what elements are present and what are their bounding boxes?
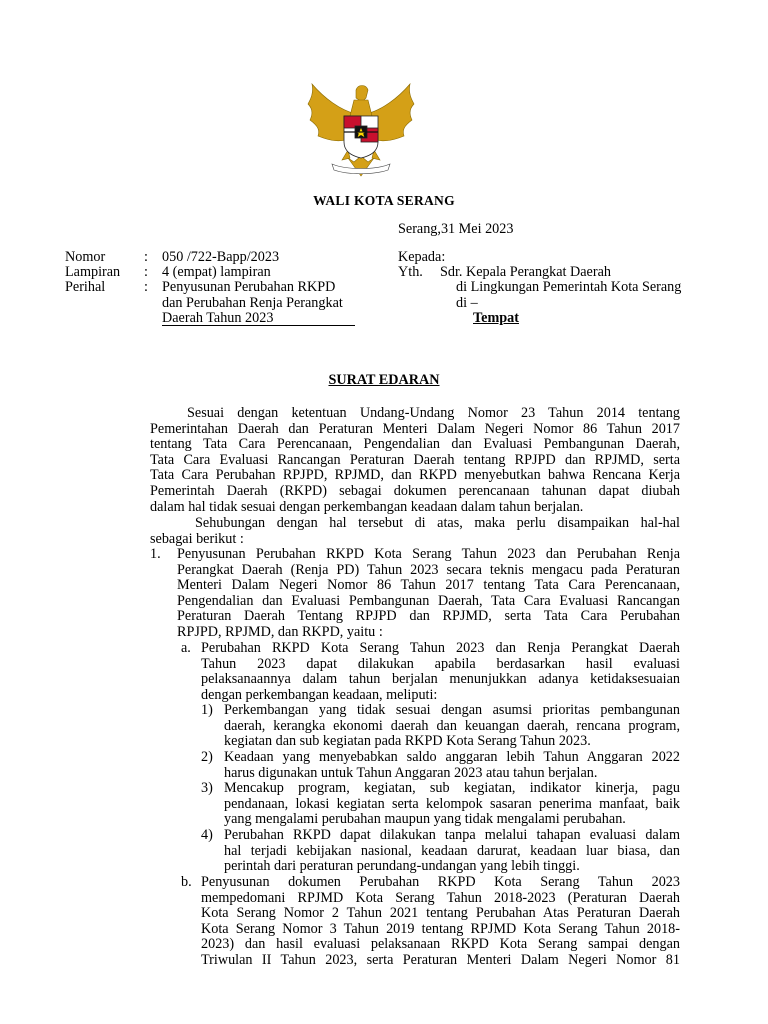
garuda-emblem-icon	[300, 80, 422, 182]
text-line: Pengendalian dan Evaluasi Pembangunan Daerah, Tata Cara Evaluasi Rancangan	[177, 592, 680, 609]
paragraph-2	[150, 516, 680, 547]
text-line: perintah dari peraturan perundang-undangan yang lebih tinggi.	[224, 858, 580, 875]
text-line: Menteri Dalam Negeri Nomor 86 Tahun 2017 tentang Tata Cara Perencanaan,	[177, 577, 680, 594]
text-line: pendanaan, lokasi kegiatan serta kelompok sasaran penerima manfaat, baik	[224, 795, 680, 812]
lampiran-value: 4 (empat) lampiran	[162, 264, 271, 280]
text-line: 2023) dan hasil evaluasi pelaksanaan RKPD Kota Serang sampai dengan	[201, 936, 680, 953]
perihal-line: dan Perubahan Renja Perangkat	[162, 295, 343, 311]
text-line: tentang Tata Cara Perencanaan, Pengendalian dan Evaluasi Pembangunan Daerah,	[150, 436, 680, 453]
sub-item-1	[224, 703, 680, 750]
text-line: Penyusunan dokumen Perubahan RKPD Kota Serang Tahun 2023	[201, 874, 680, 890]
perihal-underline	[162, 325, 355, 326]
text-line: Sesuai dengan ketentuan Undang-Undang Nomor 23 Tahun 2014 tentang	[187, 405, 680, 421]
perihal-label: Perihal	[65, 279, 106, 295]
sub-item-3	[224, 781, 680, 828]
place-date: Serang,31 Mei 2023	[398, 221, 514, 237]
lampiran-label: Lampiran	[65, 264, 121, 280]
text-line: sebagai berikut :	[150, 530, 244, 547]
recipient-line: Sdr. Kepala Perangkat Daerah	[440, 264, 611, 280]
nomor-label: Nomor	[65, 249, 106, 265]
recipient-line: di Lingkungan Pemerintah Kota Serang	[456, 279, 682, 295]
text-line: hal terjadi kebijakan nasional, keadaan darurat, keadaan luar biasa, dan	[224, 842, 680, 859]
list-number: 1.	[150, 546, 161, 562]
sub-number: 1)	[201, 702, 213, 718]
text-line: Peraturan Daerah Tentang RPJPD dan RPJMD, serta Tata Cara Perubahan	[177, 608, 680, 625]
list-item-1	[177, 547, 680, 641]
document-heading: SURAT EDARAN	[328, 372, 440, 388]
recipient-tempat: Tempat	[473, 310, 519, 326]
list-item-b	[201, 875, 680, 969]
lampiran-colon: :	[144, 264, 148, 280]
text-line: yang mengalami perubahan maupun yang tidak mengalami perubahan.	[224, 811, 626, 828]
text-line: Kota Serang Nomor 3 Tahun 2019 tentang RPJMD Kota Serang Tahun 2018-	[201, 920, 680, 937]
list-letter: b.	[181, 874, 192, 890]
text-line: harus digunakan untuk Tahun Anggaran 2023 atau tahun berjalan.	[224, 764, 598, 781]
text-line: Penyusunan Perubahan RKPD Kota Serang Tahun 2023 dan Perubahan Renja	[177, 546, 680, 562]
text-line: Tata Cara Evaluasi Rancangan Peraturan Daerah tentang RPJPD dan RPJMD, serta	[150, 451, 680, 468]
authority-title: WALI KOTA SERANG	[313, 193, 455, 208]
list-item-a	[201, 641, 680, 703]
text-line: Mencakup program, kegiatan, sub kegiatan, indikator kinerja, pagu	[224, 780, 680, 796]
text-line: kegiatan dan sub kegiatan pada RKPD Kota Serang Tahun 2023.	[224, 733, 591, 750]
kepada-label: Kepada:	[398, 249, 446, 265]
sub-item-4	[224, 828, 680, 875]
text-line: dengan perkembangan keadaan, meliputi:	[201, 686, 438, 703]
nomor-value: 050 /722-Bapp/2023	[162, 249, 280, 265]
text-line: Perangkat Daerah (Renja PD) Tahun 2023 secara teknis mengacu pada Peraturan	[177, 561, 680, 578]
text-line: Pemerintahan Daerah dan Peraturan Menteri Dalam Negeri Nomor 86 Tahun 2017	[150, 420, 680, 437]
text-line: daerah, kerangka ekonomi daerah dan keuangan daerah, rencana program,	[224, 717, 680, 734]
recipient-di: di –	[456, 295, 478, 311]
nomor-colon: :	[144, 249, 148, 265]
yth-label: Yth.	[398, 264, 423, 280]
text-line: dalam hal tidak sesuai dengan perkembangan keadaan dalam tahun berjalan.	[150, 498, 584, 515]
sub-number: 4)	[201, 827, 213, 843]
text-line: mempedomani RPJMD Kota Serang Tahun 2018-2023 (Peraturan Daerah	[201, 889, 680, 906]
sub-number: 2)	[201, 749, 213, 765]
perihal-line: Daerah Tahun 2023	[162, 310, 274, 326]
text-line: pelaksanaannya dalam tahun berjalan menunjukkan adanya ketidaksesuaian	[201, 671, 680, 688]
text-line: Perubahan RKPD dapat dilakukan tanpa melalui tahapan evaluasi dalam	[224, 827, 680, 843]
text-line: Pemerintah Daerah (RKPD) sebagai dokumen perencanaan tahunan dapat diubah	[150, 482, 680, 499]
text-line: Triwulan II Tahun 2023, serta Peraturan Menteri Dalam Negeri Nomor 81	[201, 951, 680, 968]
text-line: Keadaan yang menyebabkan saldo anggaran lebih Tahun Anggaran 2022	[224, 749, 680, 765]
text-line: Tata Cara Perubahan RPJPD, RPJMD, dan RKPD menyebutkan bahwa Rencana Kerja	[150, 467, 680, 484]
list-letter: a.	[181, 640, 191, 656]
perihal-colon: :	[144, 279, 148, 295]
text-line: Sehubungan dengan hal tersebut di atas, maka perlu disampaikan hal-hal	[195, 515, 680, 531]
paragraph-1	[150, 406, 680, 515]
perihal-line: Penyusunan Perubahan RKPD	[162, 279, 336, 295]
text-line: Perubahan RKPD Kota Serang Tahun 2023 dan Renja Perangkat Daerah	[201, 640, 680, 656]
sub-number: 3)	[201, 780, 213, 796]
text-line: RPJPD, RPJMD, dan RKPD, yaitu :	[177, 623, 383, 640]
text-line: Perkembangan yang tidak sesuai dengan asumsi prioritas pembangunan	[224, 702, 680, 718]
text-line: Kota Serang Nomor 2 Tahun 2021 tentang Perubahan Atas Peraturan Daerah	[201, 905, 680, 922]
text-line: Tahun 2023 dapat dilakukan apabila berdasarkan hasil evaluasi	[201, 655, 680, 672]
sub-item-2	[224, 750, 680, 781]
